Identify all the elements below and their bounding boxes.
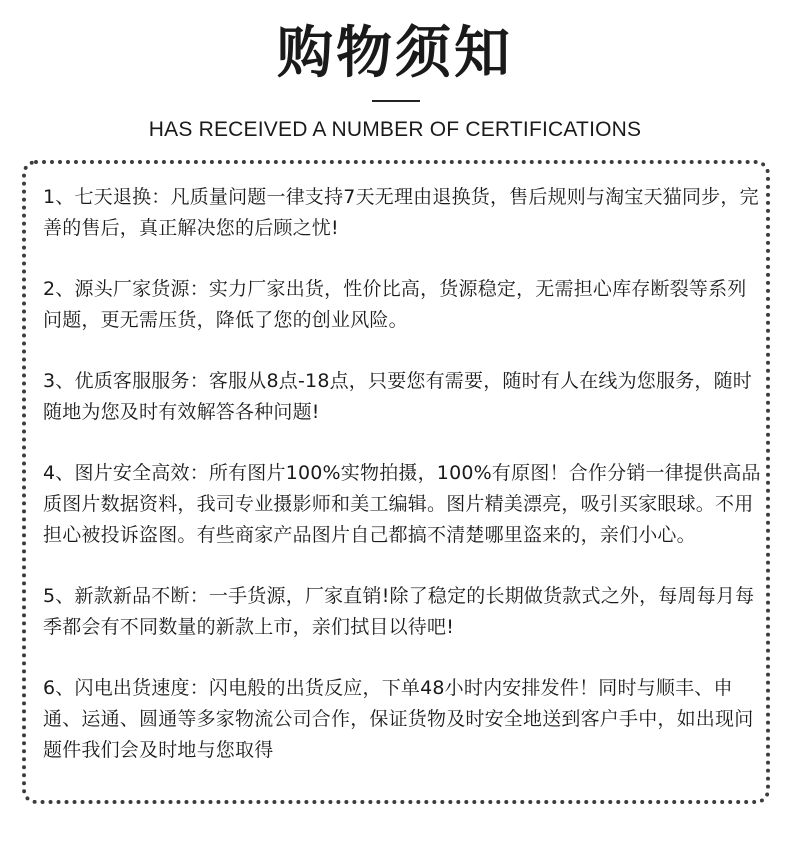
notice-item-shipping-speed: 6、闪电出货速度：闪电般的出货反应，下单48小时内安排发件！同时与顺丰、申通、运通、圆通等多家物流公司合作，保证货物及时安全地送到客户手中，如出现问题件我们会及时地与您取得 [43, 677, 754, 761]
notice-item-customer-service: 3、优质客服服务：客服从8点-18点，只要您有需要，随时有人在线为您服务，随时随地为您及时有效解答各种问题! [43, 370, 753, 423]
page-title: 购物须知 [277, 21, 513, 86]
notice-item-return-policy: 1、七天退换：凡质量问题一律支持7天无理由退换货，售后规则与淘宝天猫同步，完善的售后，真正解决您的后顾之忧! [43, 186, 759, 239]
notice-item-factory-supply: 2、源头厂家货源：实力厂家出货，性价比高，货源稳定，无需担心库存断裂等系列问题，更无需压货，降低了您的创业风险。 [43, 278, 747, 331]
page-subtitle: HAS RECEIVED A NUMBER OF CERTIFICATIONS [148, 118, 642, 141]
notice-item-new-arrivals: 5、新款新品不断：一手货源，厂家直销!除了稳定的长期做货款式之外，每周每月每季都会有不同数量的新款上市，亲们拭目以待吧! [43, 585, 755, 638]
title-divider [372, 100, 420, 102]
notice-item-product-images: 4、图片安全高效：所有图片100%实物拍摄，100%有原图！合作分销一律提供高品质图片数据资料，我司专业摄影师和美工编辑。图片精美漂亮，吸引买家眼球。不用担心被投诉盗图。有些商家产品图片自己都搞不清楚哪里盗来的，亲们小心。 [43, 462, 761, 546]
notice-list [43, 182, 765, 766]
